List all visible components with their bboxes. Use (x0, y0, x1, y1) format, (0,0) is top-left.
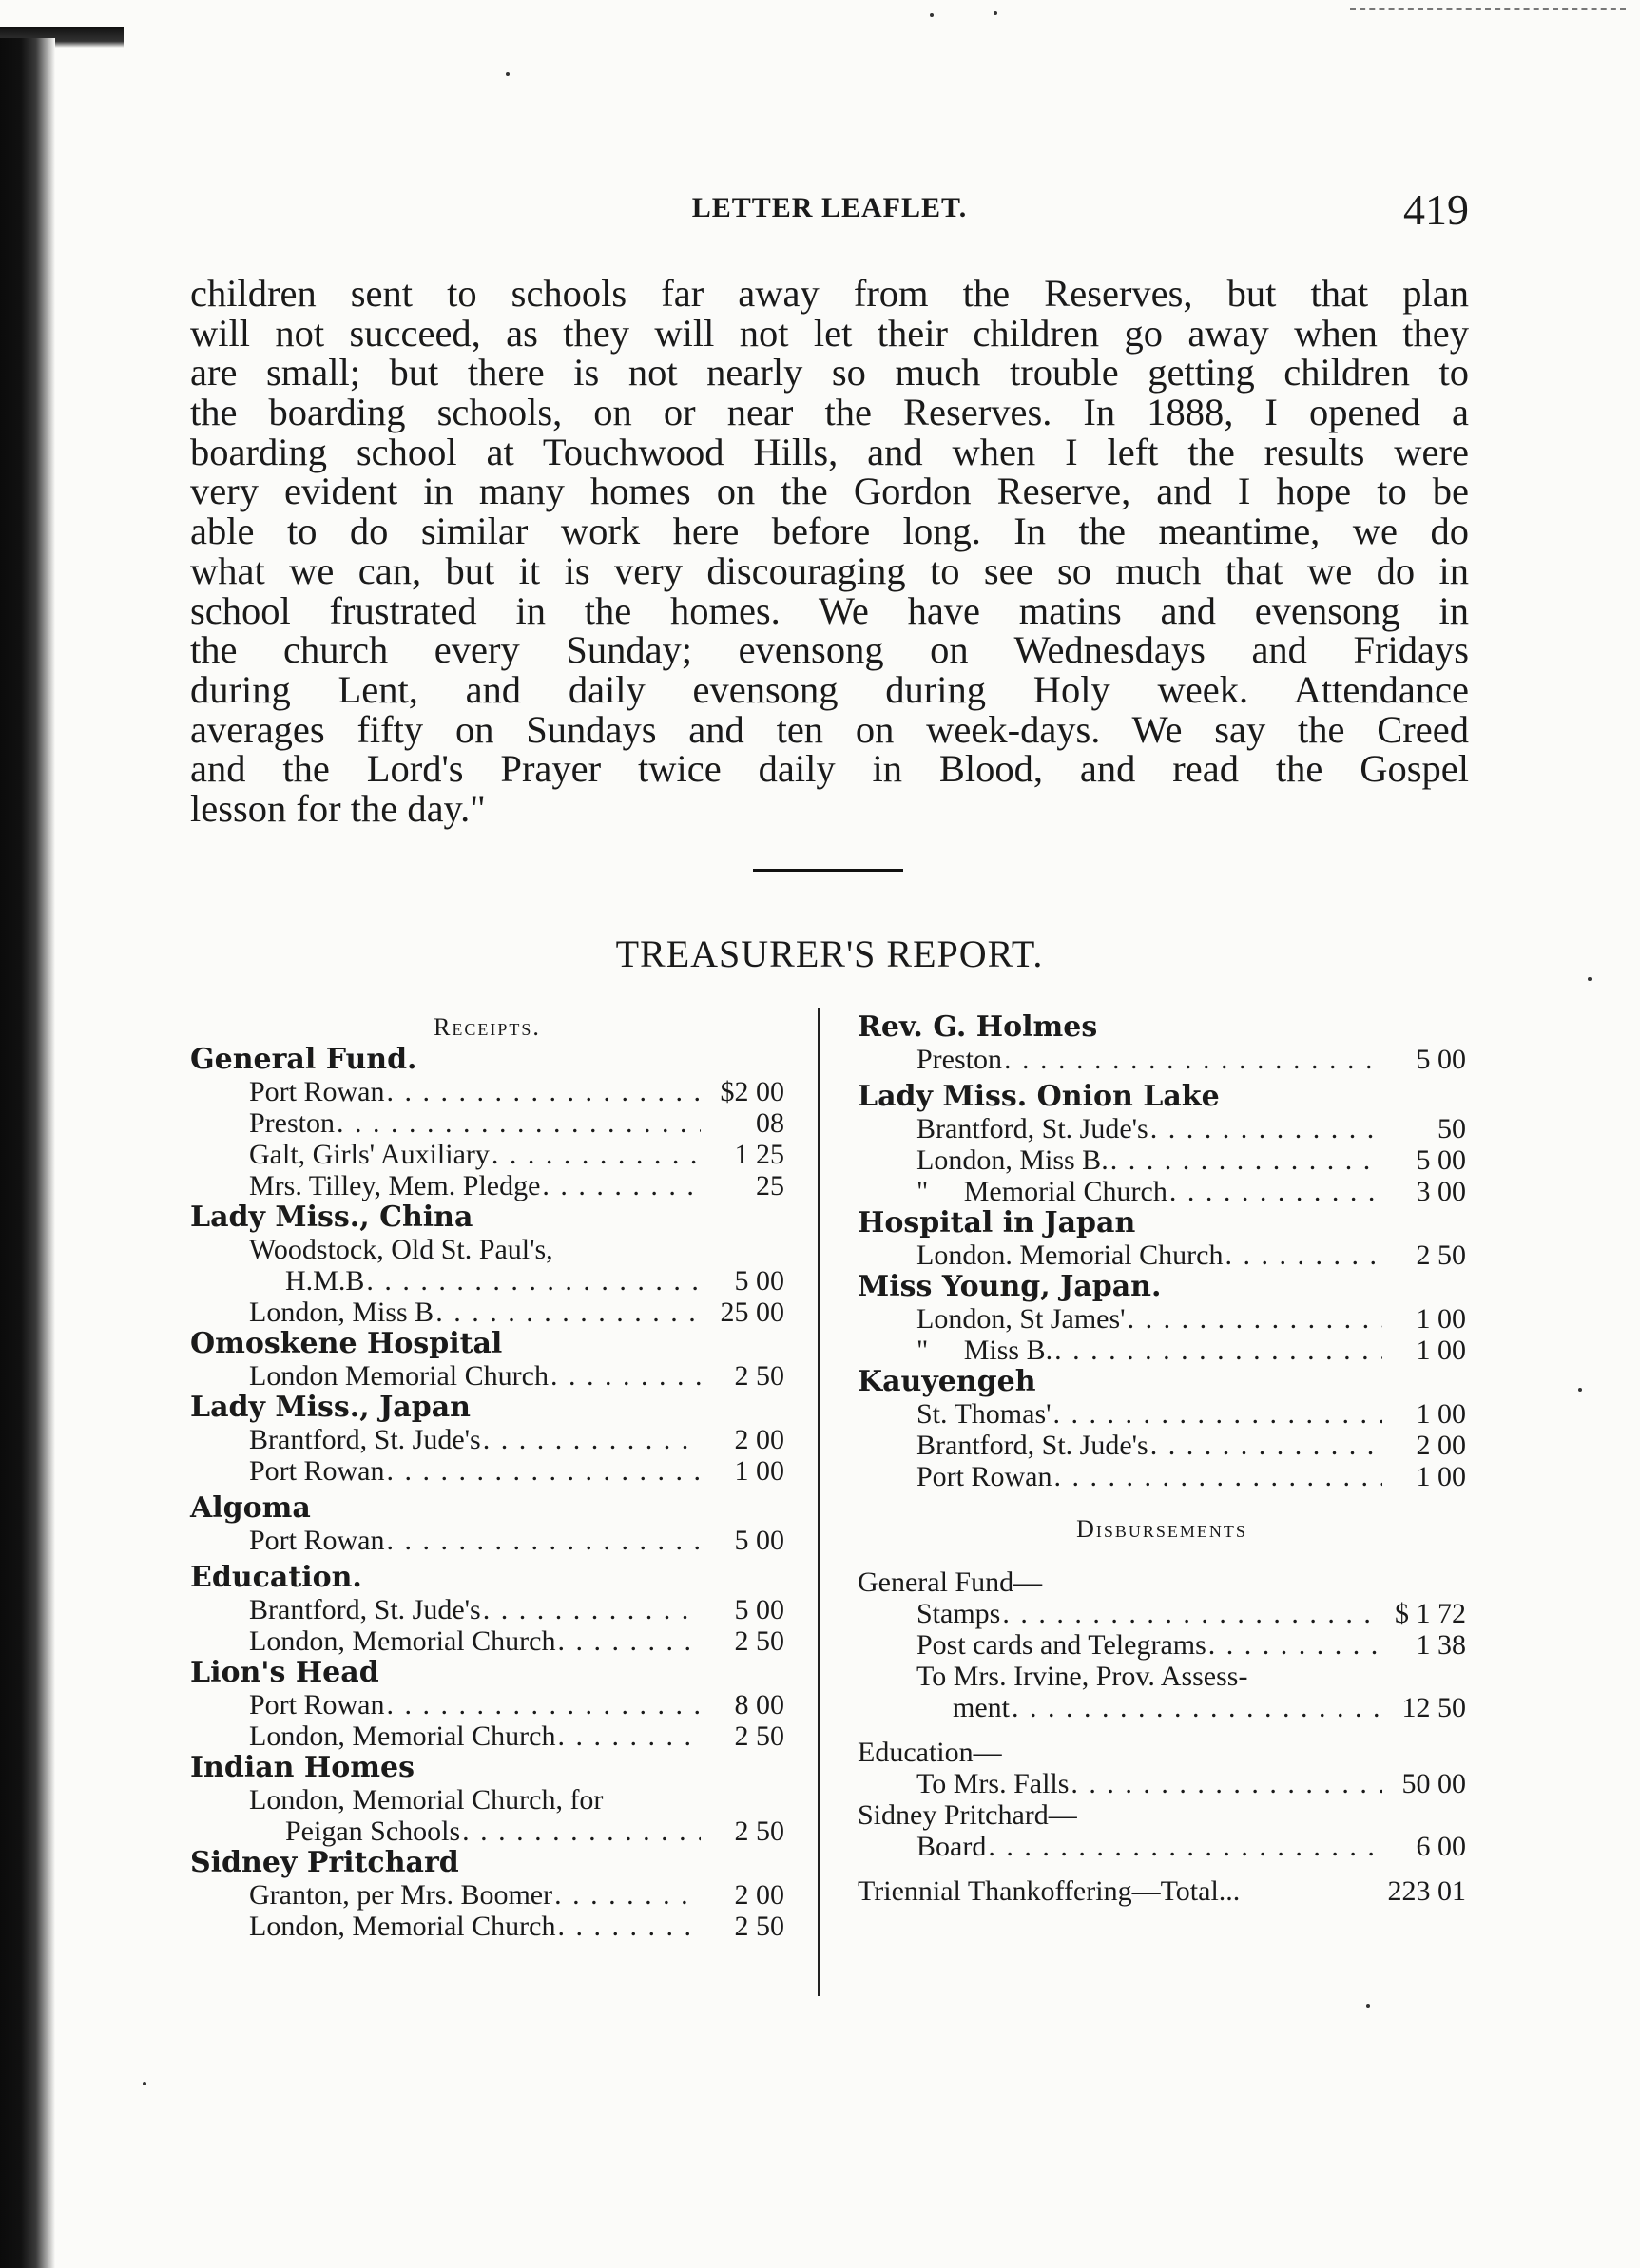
leader-dots (387, 1076, 702, 1107)
ledger-amount: 1 00 (1416, 1303, 1466, 1335)
ledger-label: London, Memorial Church (249, 1720, 556, 1752)
leader-dots (1208, 1629, 1382, 1661)
leader-dots (1128, 1303, 1382, 1335)
fund-heading: Algoma (190, 1491, 311, 1525)
leader-dots (1054, 1335, 1382, 1366)
right-column (858, 1011, 1466, 1907)
ledger-label: Post cards and Telegrams (916, 1629, 1206, 1661)
ledger-amount: 25 00 (720, 1297, 784, 1328)
ledger-amount: 1 00 (1416, 1335, 1466, 1366)
fund-heading: Omoskene Hospital (190, 1327, 503, 1360)
ledger-amount: 12 50 (1401, 1692, 1466, 1723)
ledger-label: ment (953, 1692, 1010, 1723)
leader-dots (1150, 1430, 1382, 1461)
leader-dots (988, 1831, 1382, 1862)
ledger-label: " Memorial Church (916, 1176, 1167, 1207)
ledger-row (858, 1398, 1466, 1430)
leader-dots (337, 1107, 701, 1139)
leader-dots (557, 1625, 701, 1657)
ledger-label: " Miss B. (916, 1335, 1053, 1366)
ledger-label: Port Rowan (249, 1689, 385, 1720)
ledger-amount: 2 50 (734, 1360, 784, 1392)
ledger-amount: 2 50 (1416, 1240, 1466, 1271)
scan-speck (1366, 2004, 1370, 2008)
fund-heading: General Fund. (190, 1043, 417, 1076)
fund-heading: Hospital in Japan (858, 1206, 1136, 1240)
disbursements-heading: Disbursements (1076, 1515, 1247, 1543)
receipts-heading: Receipts. (434, 1013, 541, 1041)
fund-heading: Miss Young, Japan. (858, 1270, 1162, 1303)
ledger-amount: 1 25 (734, 1139, 784, 1170)
body-line: the boarding schools, on or near the Reserves. In 1888, I opened a (190, 391, 1469, 434)
leader-dots (387, 1455, 702, 1487)
ledger-amount: 2 50 (734, 1816, 784, 1847)
leader-dots (1225, 1240, 1382, 1271)
ledger-amount: $2 00 (720, 1076, 784, 1107)
ledger-label: Granton, per Mrs. Boomer (249, 1879, 553, 1911)
ledger-amount: 5 00 (734, 1265, 784, 1297)
ledger-label: Preston (916, 1044, 1002, 1075)
fund-heading: Lady Miss., Japan (190, 1391, 471, 1424)
ledger-row (858, 1176, 1466, 1207)
ledger-row (190, 1265, 784, 1297)
leader-dots (1053, 1398, 1382, 1430)
body-line: will not succeed, as they will not let their children go away when they (190, 311, 1469, 355)
binding-shadow (0, 38, 55, 2268)
ledger-label: Brantford, St. Jude's (249, 1424, 481, 1455)
ledger-amount: 2 00 (734, 1424, 784, 1455)
leader-dots (1054, 1461, 1383, 1492)
ledger-row (858, 1831, 1466, 1862)
ledger-row (190, 1525, 784, 1556)
body-line: are small; but there is not nearly so much trouble getting children to (190, 351, 1469, 394)
ledger-row (190, 1107, 784, 1139)
ledger-label: Stamps (916, 1598, 1001, 1629)
scan-speck (994, 11, 997, 15)
disbursement-heading: Sidney Pritchard— (858, 1799, 1077, 1831)
ledger-amount: 2 50 (734, 1625, 784, 1657)
fund-heading: Kauyengeh (858, 1365, 1036, 1398)
ledger-amount: 2 50 (734, 1720, 784, 1752)
ledger-amount: 1 38 (1416, 1629, 1466, 1661)
ledger-label: London, Memorial Church (249, 1911, 556, 1942)
ledger-label: Board (916, 1831, 987, 1862)
ledger-amount: 5 00 (1416, 1144, 1466, 1176)
ledger-amount: 25 (756, 1170, 784, 1201)
ledger-row (190, 1297, 784, 1328)
leader-dots (483, 1594, 701, 1625)
ledger-label: Port Rowan (249, 1076, 385, 1107)
disbursement-heading: General Fund— (858, 1566, 1043, 1598)
fund-heading: Rev. G. Holmes (858, 1010, 1098, 1044)
ledger-row (190, 1170, 784, 1201)
ledger-label: Brantford, St. Jude's (916, 1430, 1148, 1461)
ledger-row (858, 1113, 1466, 1144)
fund-heading: Lion's Head (190, 1656, 379, 1689)
section-rule (753, 869, 903, 872)
ledger-row (190, 1720, 784, 1752)
ledger-row (858, 1144, 1466, 1176)
body-line: averages fifty on Sundays and ten on week-days. We say the Creed (190, 707, 1469, 751)
ledger-text: Woodstock, Old St. Paul's, (249, 1234, 553, 1265)
fund-heading: Lady Miss. Onion Lake (858, 1080, 1220, 1113)
leader-dots (550, 1360, 701, 1392)
body-line: children sent to schools far away from the Reserves, but that plan (190, 272, 1469, 315)
ledger-amount: 5 00 (1416, 1044, 1466, 1075)
body-paragraph (190, 274, 1469, 829)
report-title: TREASURER'S REPORT. (615, 932, 1044, 975)
leader-dots (492, 1139, 701, 1170)
ledger-row (190, 1816, 784, 1847)
ledger-label: London, Miss B (249, 1297, 434, 1328)
fund-heading: Lady Miss., China (190, 1201, 473, 1234)
running-head (190, 186, 1469, 243)
ledger-amount: 08 (756, 1107, 784, 1139)
ledger-label: Mrs. Tilley, Mem. Pledge (249, 1170, 541, 1201)
ledger-row (190, 1689, 784, 1720)
body-line: school frustrated in the homes. We have matins and evensong in (190, 588, 1469, 632)
ledger-row (858, 1598, 1466, 1629)
leader-dots (1169, 1176, 1382, 1207)
page-number: 419 (1403, 185, 1469, 234)
leader-dots (1071, 1768, 1382, 1799)
ledger-row (858, 1692, 1466, 1723)
ledger-row (858, 1629, 1466, 1661)
ledger-amount: 5 00 (734, 1525, 784, 1556)
ledger-label: Port Rowan (249, 1455, 385, 1487)
ledger-row (190, 1076, 784, 1107)
body-line: and the Lord's Prayer twice daily in Blood, and read the Gospel (190, 747, 1469, 791)
leader-dots (542, 1170, 701, 1201)
ledger-row (190, 1424, 784, 1455)
ledger-row (858, 1044, 1466, 1075)
ledger-label: Brantford, St. Jude's (916, 1113, 1148, 1144)
ledger-label: Galt, Girls' Auxiliary (249, 1139, 490, 1170)
ledger-row (858, 1768, 1466, 1799)
ledger-amount: 6 00 (1416, 1831, 1466, 1862)
leader-dots (554, 1879, 701, 1911)
leader-dots (387, 1689, 702, 1720)
leader-dots (1012, 1692, 1382, 1723)
body-line: lesson for the day." (190, 786, 486, 830)
ledger-amount: 50 (1437, 1113, 1466, 1144)
ledger-row (190, 1594, 784, 1625)
body-line: very evident in many homes on the Gordon Reserve, and I hope to be (190, 470, 1469, 513)
column-divider (818, 1008, 820, 1996)
scan-speck (1578, 1388, 1582, 1392)
ledger-label: London, St James' (916, 1303, 1126, 1335)
ledger-row-total (858, 1875, 1466, 1907)
ledger-amount: 1 00 (734, 1455, 784, 1487)
body-line: able to do similar work here before long. In the meantime, we do (190, 509, 1469, 553)
leader-dots (557, 1911, 701, 1942)
ledger-row (190, 1360, 784, 1392)
ledger-label: Brantford, St. Jude's (249, 1594, 481, 1625)
leader-dots (1150, 1113, 1382, 1144)
leader-dots (1004, 1044, 1382, 1075)
ledger-row (858, 1240, 1466, 1271)
fund-heading: Sidney Pritchard (190, 1846, 459, 1879)
ledger-text: To Mrs. Irvine, Prov. Assess- (916, 1661, 1248, 1692)
ledger-amount: 3 00 (1416, 1176, 1466, 1207)
leader-dots (366, 1265, 701, 1297)
body-line: during Lent, and daily evensong during Holy week. Attendance (190, 667, 1469, 711)
scan-speck (143, 2082, 146, 2085)
ledger-label: Preston (249, 1107, 335, 1139)
ledger-amount: 8 00 (734, 1689, 784, 1720)
ledger-amount: 2 00 (734, 1879, 784, 1911)
ledger-label: Triennial Thankoffering—Total... (858, 1875, 1241, 1907)
ledger-label: St. Thomas' (916, 1398, 1052, 1430)
leader-dots (387, 1525, 702, 1556)
scan-speck (1588, 977, 1592, 981)
scan-speck (506, 72, 510, 76)
ledger-label: Peigan Schools (285, 1816, 461, 1847)
body-line: boarding school at Touchwood Hills, and when I left the results were (190, 430, 1469, 473)
scan-speck (930, 13, 934, 17)
leader-dots (557, 1720, 701, 1752)
ledger-label: London, Memorial Church (249, 1625, 556, 1657)
ledger-text: London, Memorial Church, for (249, 1784, 604, 1816)
ledger-row (190, 1139, 784, 1170)
ledger-label: London Memorial Church (249, 1360, 549, 1392)
ledger-label: H.M.B (285, 1265, 365, 1297)
ledger-label: Port Rowan (249, 1525, 385, 1556)
ledger-row (858, 1430, 1466, 1461)
ledger-label: To Mrs. Falls (916, 1768, 1070, 1799)
ledger-amount: 5 00 (734, 1594, 784, 1625)
body-line: the church every Sunday; evensong on Wednesdays and Fridays (190, 628, 1469, 672)
ledger-amount: $ 1 72 (1395, 1598, 1466, 1629)
ledger-amount: 1 00 (1416, 1398, 1466, 1430)
leader-dots (1110, 1144, 1382, 1176)
ledger-label: London, Miss B. (916, 1144, 1109, 1176)
disbursement-heading: Education— (858, 1737, 1002, 1768)
receipts-column (190, 1011, 784, 1942)
ledger-row (190, 1625, 784, 1657)
ledger-row (190, 1911, 784, 1942)
fund-heading: Education. (190, 1561, 362, 1594)
ledger-row (190, 1455, 784, 1487)
ledger-amount: 2 00 (1416, 1430, 1466, 1461)
ledger-row (858, 1303, 1466, 1335)
ledger-label: Port Rowan (916, 1461, 1052, 1492)
ledger-label: London. Memorial Church (916, 1240, 1224, 1271)
scan-mark (1350, 8, 1626, 11)
ledger-row (190, 1879, 784, 1911)
ledger-amount: 223 01 (1387, 1875, 1466, 1907)
leader-dots (435, 1297, 701, 1328)
ledger-amount: 2 50 (734, 1911, 784, 1942)
fund-heading: Indian Homes (190, 1751, 415, 1784)
leader-dots (462, 1816, 701, 1847)
leader-dots (483, 1424, 701, 1455)
leader-dots (1002, 1598, 1382, 1629)
running-head-title: LETTER LEAFLET. (691, 192, 968, 223)
ledger-amount: 50 00 (1401, 1768, 1466, 1799)
ledger-row (858, 1461, 1466, 1492)
ledger-amount: 1 00 (1416, 1461, 1466, 1492)
body-line: what we can, but it is very discouraging to see so much that we do in (190, 548, 1469, 592)
ledger-row (858, 1335, 1466, 1366)
